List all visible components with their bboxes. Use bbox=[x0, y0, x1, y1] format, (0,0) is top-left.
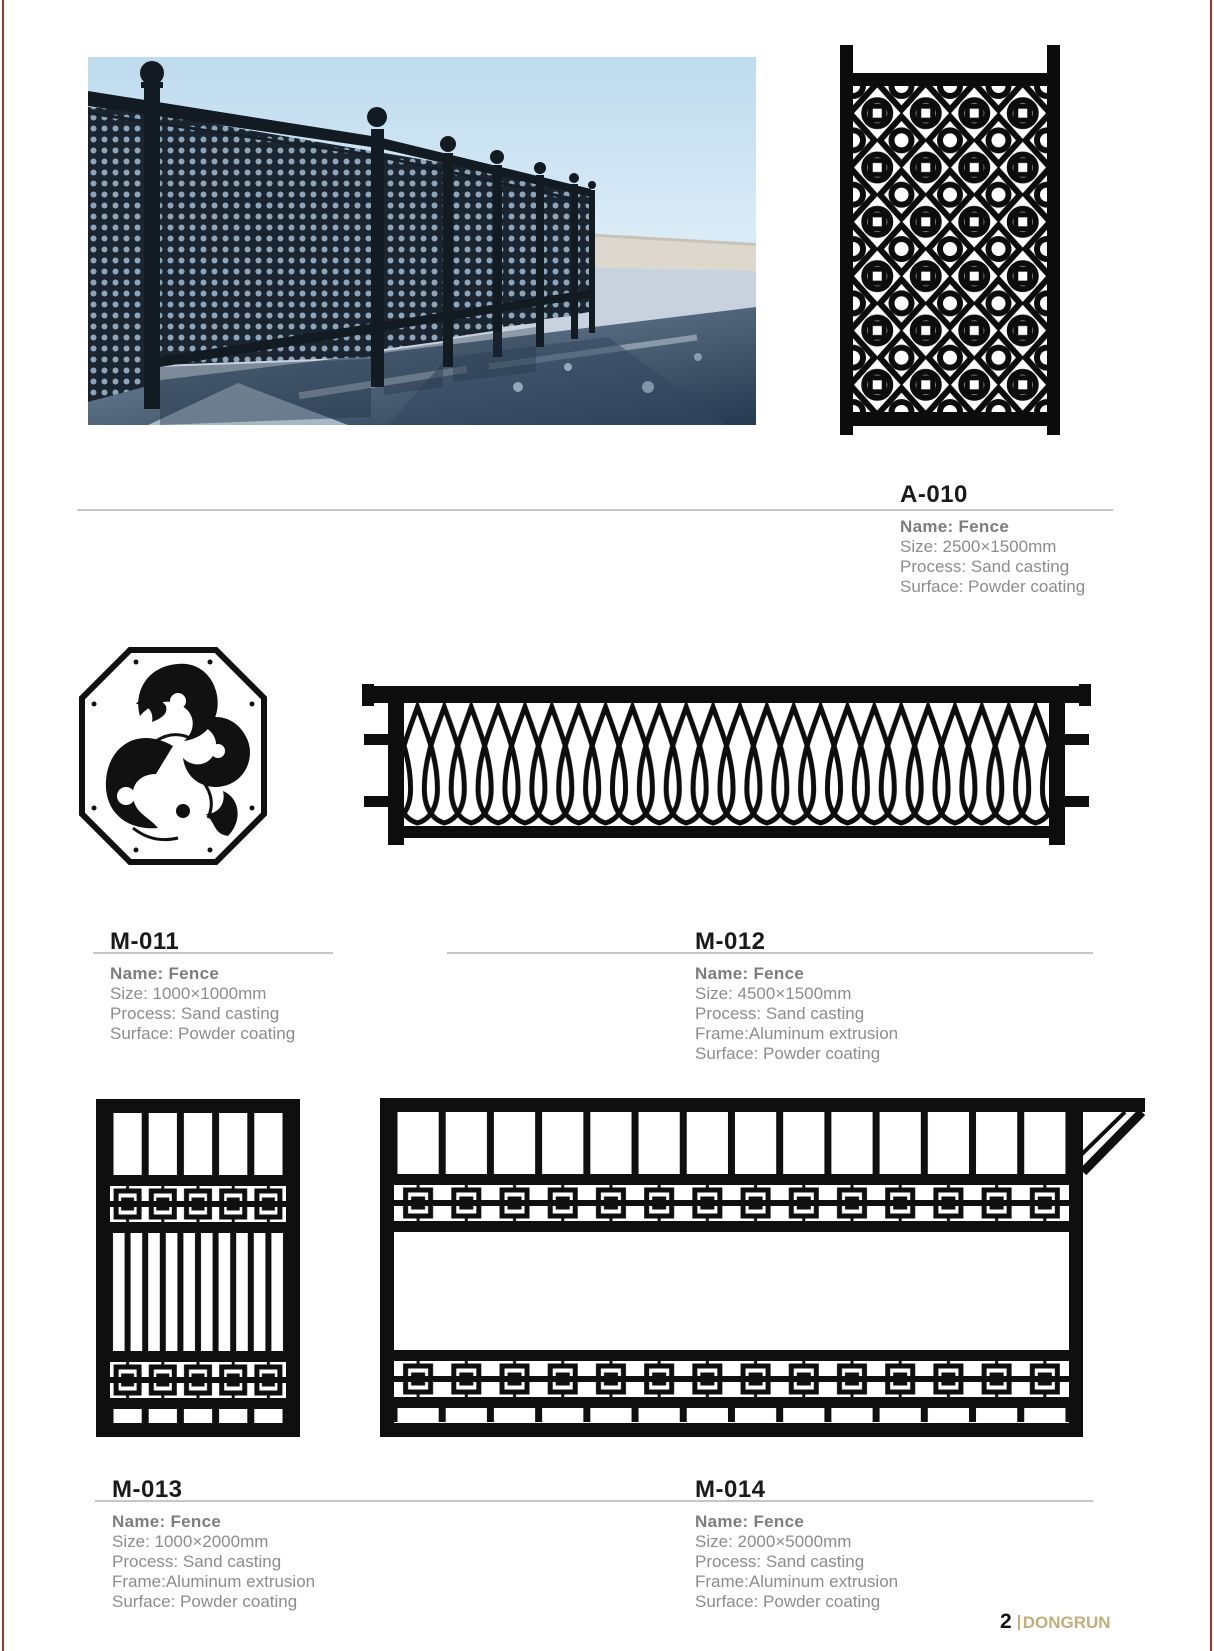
product-spec: Surface: Powder coating bbox=[112, 1592, 298, 1611]
product-name: Name: Fence bbox=[695, 1512, 805, 1531]
product-spec: Size: 1000×2000mm bbox=[112, 1532, 269, 1551]
m011-ornament-drawing bbox=[78, 646, 268, 866]
product-spec: Surface: Powder coating bbox=[110, 1024, 296, 1043]
product-spec: Size: 2500×1500mm bbox=[900, 537, 1057, 556]
product-spec: Frame:Aluminum extrusion bbox=[695, 1024, 899, 1043]
product-name: Name: Fence bbox=[110, 964, 220, 983]
product-spec: Process: Sand casting bbox=[110, 1004, 280, 1023]
product-spec: Surface: Powder coating bbox=[695, 1044, 881, 1063]
product-code: M-011 bbox=[110, 928, 180, 955]
product-code: M-014 bbox=[695, 1476, 766, 1503]
product-code: M-013 bbox=[112, 1476, 183, 1503]
product-spec: Size: 1000×1000mm bbox=[110, 984, 267, 1003]
product-spec: Surface: Powder coating bbox=[695, 1592, 881, 1611]
product-block-a010 bbox=[900, 481, 1085, 597]
product-spec: Frame:Aluminum extrusion bbox=[112, 1572, 316, 1591]
product-name: Name: Fence bbox=[112, 1512, 222, 1531]
product-code: A-010 bbox=[900, 481, 968, 508]
figure-m014-panel bbox=[380, 1098, 1148, 1437]
figure-m011-cloud-ornament bbox=[78, 646, 268, 866]
product-spec: Process: Sand casting bbox=[695, 1552, 865, 1571]
brand-logo-text: DONGRUN bbox=[1022, 1613, 1111, 1632]
right-accent-line bbox=[1210, 0, 1212, 1651]
left-accent-line bbox=[2, 0, 4, 1651]
page-footer bbox=[1000, 1610, 1111, 1634]
product-spec: Surface: Powder coating bbox=[900, 577, 1086, 596]
figure-m012-fence bbox=[360, 650, 1093, 845]
photo-canvas bbox=[88, 57, 756, 425]
product-name: Name: Fence bbox=[695, 964, 805, 983]
product-spec: Process: Sand casting bbox=[900, 557, 1070, 576]
figure-a010-lattice-panel bbox=[840, 45, 1060, 435]
footer-divider bbox=[1018, 1615, 1020, 1630]
a010-panel-drawing bbox=[840, 45, 1060, 435]
product-block-m013 bbox=[112, 1476, 315, 1612]
product-spec: Size: 2000×5000mm bbox=[695, 1532, 852, 1551]
product-spec: Process: Sand casting bbox=[695, 1004, 865, 1023]
product-code: M-012 bbox=[695, 928, 766, 955]
product-block-m014 bbox=[695, 1476, 898, 1612]
m013-panel-drawing bbox=[96, 1099, 300, 1437]
product-spec: Frame:Aluminum extrusion bbox=[695, 1572, 899, 1591]
m014-panel-drawing bbox=[380, 1098, 1148, 1437]
product-block-m012 bbox=[695, 928, 898, 1064]
page-number: 2 bbox=[1000, 1610, 1012, 1633]
product-photo-installed-fence bbox=[88, 57, 756, 425]
product-spec: Size: 4500×1500mm bbox=[695, 984, 852, 1003]
product-name: Name: Fence bbox=[900, 517, 1010, 536]
product-spec: Process: Sand casting bbox=[112, 1552, 282, 1571]
m012-fence-drawing bbox=[360, 650, 1093, 845]
figure-m013-panel bbox=[96, 1099, 300, 1437]
product-block-m011 bbox=[110, 928, 295, 1044]
